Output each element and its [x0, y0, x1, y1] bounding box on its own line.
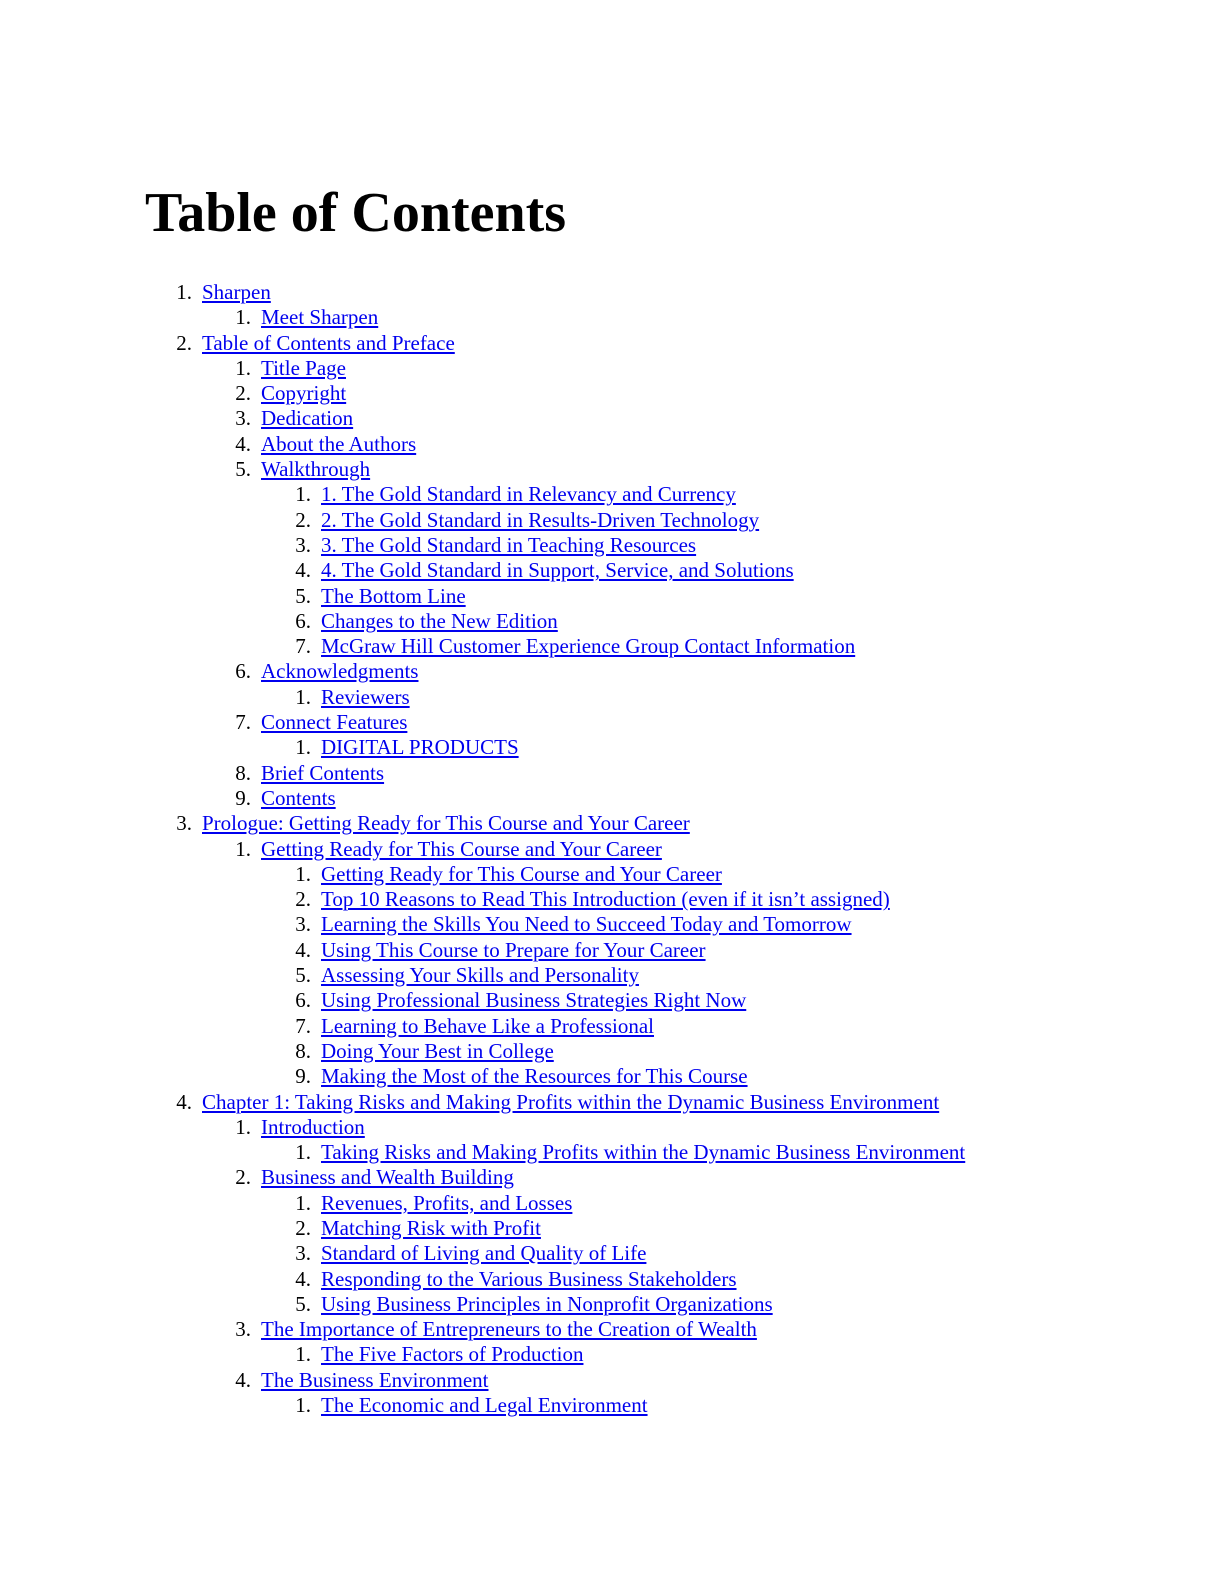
toc-entry [0, 1039, 1224, 1064]
toc-entry-link[interactable]: The Business Environment [261, 1367, 489, 1392]
toc-entry-number: 4. [295, 558, 311, 583]
toc-entry-number: 7. [295, 1013, 311, 1038]
toc-entry [0, 887, 1224, 912]
toc-entry-number: 7. [295, 634, 311, 659]
toc-entry-link[interactable]: Getting Ready for This Course and Your Career [261, 836, 662, 861]
toc-entry-number: 1. [235, 836, 251, 861]
toc-entry-number: 1. [176, 280, 192, 304]
toc-entry [0, 609, 1224, 634]
toc-entry-number: 1. [235, 355, 251, 380]
toc-entry-link[interactable]: 4. The Gold Standard in Support, Service, and Solutions [321, 558, 794, 583]
toc-entry-number: 3. [295, 912, 311, 937]
toc-entry-link[interactable]: Changes to the New Edition [321, 608, 558, 633]
toc-entry-link[interactable]: Dedication [261, 406, 354, 431]
toc-entry-link[interactable]: Using Professional Business Strategies Right Now [321, 988, 747, 1013]
toc-entry [0, 963, 1224, 988]
toc-entry-link[interactable]: 3. The Gold Standard in Teaching Resources [321, 532, 697, 557]
toc-entry-number: 3. [235, 406, 251, 431]
toc-entry-number: 1. [295, 482, 311, 507]
toc-entry [0, 685, 1224, 710]
toc-entry [0, 1115, 1224, 1140]
toc-entry-link[interactable]: Matching Risk with Profit [321, 1215, 541, 1240]
toc-entry-number: 5. [235, 457, 251, 482]
toc-entry [0, 280, 1224, 305]
toc-entry [0, 735, 1224, 760]
toc-entry-link[interactable]: About the Authors [261, 431, 417, 456]
toc-entry-link[interactable]: Getting Ready for This Course and Your Career [321, 861, 722, 886]
toc-entry-link[interactable]: Revenues, Profits, and Losses [321, 1190, 573, 1215]
toc-entry-link[interactable]: Contents [261, 785, 336, 810]
toc-entry [0, 1090, 1224, 1115]
toc-entry [0, 634, 1224, 659]
toc-entry-number: 5. [295, 1291, 311, 1316]
toc-entry-number: 5. [295, 963, 311, 988]
toc-entry-link[interactable]: Using Business Principles in Nonprofit Organizations [321, 1291, 773, 1316]
toc-entry [0, 1014, 1224, 1039]
toc-entry [0, 988, 1224, 1013]
toc-entry [0, 761, 1224, 786]
toc-entry-number: 3. [295, 1241, 311, 1266]
toc-entry-number: 2. [295, 507, 311, 532]
toc-entry-link[interactable]: Meet Sharpen [261, 305, 379, 330]
toc-entry-link[interactable]: Learning the Skills You Need to Succeed Today and Tomorrow [321, 912, 852, 937]
toc-entry [0, 1165, 1224, 1190]
toc-entry-number: 2. [176, 330, 192, 355]
toc-entry-number: 1. [295, 1140, 311, 1165]
toc-entry [0, 356, 1224, 381]
toc-entry-number: 1. [295, 735, 311, 760]
toc-entry-link[interactable]: Making the Most of the Resources for This Course [321, 1064, 748, 1089]
toc-entry [0, 1342, 1224, 1367]
toc-entry [0, 508, 1224, 533]
toc-entry-link[interactable]: Using This Course to Prepare for Your Career [321, 937, 706, 962]
toc-entry [0, 305, 1224, 330]
toc-entry-link[interactable]: Chapter 1: Taking Risks and Making Profits within the Dynamic Business Environment [202, 1089, 940, 1114]
toc-entry-number: 3. [295, 532, 311, 557]
toc-entry-link[interactable]: Business and Wealth Building [261, 1165, 514, 1190]
toc-entry [0, 406, 1224, 431]
toc-entry-number: 8. [295, 1038, 311, 1063]
toc-entry-number: 9. [295, 1064, 311, 1089]
toc-entry-link[interactable]: Introduction [261, 1114, 365, 1139]
toc-entry-link[interactable]: Connect Features [261, 710, 408, 735]
toc-entry-link[interactable]: Taking Risks and Making Profits within the Dynamic Business Environment [321, 1140, 966, 1165]
toc-entry [0, 786, 1224, 811]
toc-entry-number: 1. [295, 1190, 311, 1215]
toc-entry-link[interactable]: The Importance of Entrepreneurs to the Creation of Wealth [261, 1317, 757, 1342]
toc-entry-number: 4. [295, 937, 311, 962]
toc-entry [0, 837, 1224, 862]
toc-entry [0, 1191, 1224, 1216]
toc-entry [0, 862, 1224, 887]
toc-entry-number: 5. [295, 583, 311, 608]
toc-entry [0, 659, 1224, 684]
page-title: Table of Contents [145, 182, 567, 244]
toc-entry-number: 4. [235, 1367, 251, 1392]
toc-entry [0, 1267, 1224, 1292]
toc-entry-number: 1. [295, 861, 311, 886]
toc-entry-link[interactable]: Brief Contents [261, 760, 385, 785]
table-of-contents [0, 280, 1224, 1418]
toc-entry [0, 482, 1224, 507]
toc-entry-number: 1. [295, 684, 311, 709]
toc-entry [0, 710, 1224, 735]
toc-entry [0, 1216, 1224, 1241]
toc-entry-number: 2. [235, 381, 251, 406]
toc-entry-link[interactable]: 1. The Gold Standard in Relevancy and Currency [321, 482, 736, 507]
toc-entry-number: 4. [176, 1089, 192, 1114]
toc-entry-link[interactable]: Walkthrough [261, 457, 371, 482]
toc-entry [0, 1064, 1224, 1089]
toc-entry-link[interactable]: Top 10 Reasons to Read This Introduction (even if it isn’t assigned) [321, 887, 890, 912]
toc-entry [0, 381, 1224, 406]
toc-entry-link[interactable]: Standard of Living and Quality of Life [321, 1241, 647, 1266]
toc-entry-number: 6. [295, 608, 311, 633]
toc-entry [0, 584, 1224, 609]
toc-entry [0, 533, 1224, 558]
toc-entry-number: 8. [235, 760, 251, 785]
toc-entry-number: 2. [295, 1215, 311, 1240]
toc-entry [0, 811, 1224, 836]
toc-entry-number: 2. [235, 1165, 251, 1190]
toc-entry [0, 1368, 1224, 1393]
toc-entry-link[interactable]: Title Page [261, 355, 346, 380]
toc-entry-number: 6. [295, 988, 311, 1013]
toc-entry-number: 6. [235, 659, 251, 684]
toc-entry-link[interactable]: 2. The Gold Standard in Results-Driven Technology [321, 507, 760, 532]
toc-entry [0, 1292, 1224, 1317]
toc-entry-link[interactable]: Doing Your Best in College [321, 1038, 554, 1063]
toc-entry-number: 9. [235, 785, 251, 810]
toc-entry [0, 938, 1224, 963]
toc-entry [0, 457, 1224, 482]
toc-entry-number: 1. [235, 305, 251, 330]
toc-entry-link[interactable]: Sharpen [202, 280, 271, 304]
toc-entry [0, 331, 1224, 356]
toc-entry-link[interactable]: Copyright [261, 381, 347, 406]
toc-entry-number: 3. [176, 811, 192, 836]
toc-entry-number: 1. [295, 1393, 311, 1418]
toc-entry-number: 4. [295, 1266, 311, 1291]
toc-entry-link[interactable]: Prologue: Getting Ready for This Course and Your Career [202, 811, 690, 836]
toc-entry-number: 4. [235, 431, 251, 456]
toc-entry-link[interactable]: The Economic and Legal Environment [321, 1393, 648, 1418]
toc-entry [0, 912, 1224, 937]
toc-entry-number: 1. [295, 1342, 311, 1367]
toc-entry-number: 2. [295, 887, 311, 912]
toc-entry-number: 1. [235, 1114, 251, 1139]
toc-entry-link[interactable]: DIGITAL PRODUCTS [321, 735, 519, 760]
toc-entry-link[interactable]: Assessing Your Skills and Personality [321, 963, 639, 988]
toc-entry-link[interactable]: Table of Contents and Preface [202, 330, 455, 355]
toc-entry-link[interactable]: Reviewers [321, 684, 410, 709]
toc-entry-link[interactable]: Learning to Behave Like a Professional [321, 1013, 654, 1038]
toc-entry-link[interactable]: Acknowledgments [261, 659, 419, 684]
toc-entry-link[interactable]: Responding to the Various Business Stakeholders [321, 1266, 737, 1291]
toc-entry [0, 432, 1224, 457]
toc-entry-link[interactable]: The Five Factors of Production [321, 1342, 584, 1367]
toc-entry-link[interactable]: McGraw Hill Customer Experience Group Contact Information [321, 634, 856, 659]
toc-entry [0, 1140, 1224, 1165]
toc-entry-number: 3. [235, 1317, 251, 1342]
toc-entry [0, 1317, 1224, 1342]
toc-entry-number: 7. [235, 710, 251, 735]
toc-entry [0, 1393, 1224, 1418]
toc-entry [0, 1241, 1224, 1266]
toc-entry-link[interactable]: The Bottom Line [321, 583, 466, 608]
toc-entry [0, 558, 1224, 583]
